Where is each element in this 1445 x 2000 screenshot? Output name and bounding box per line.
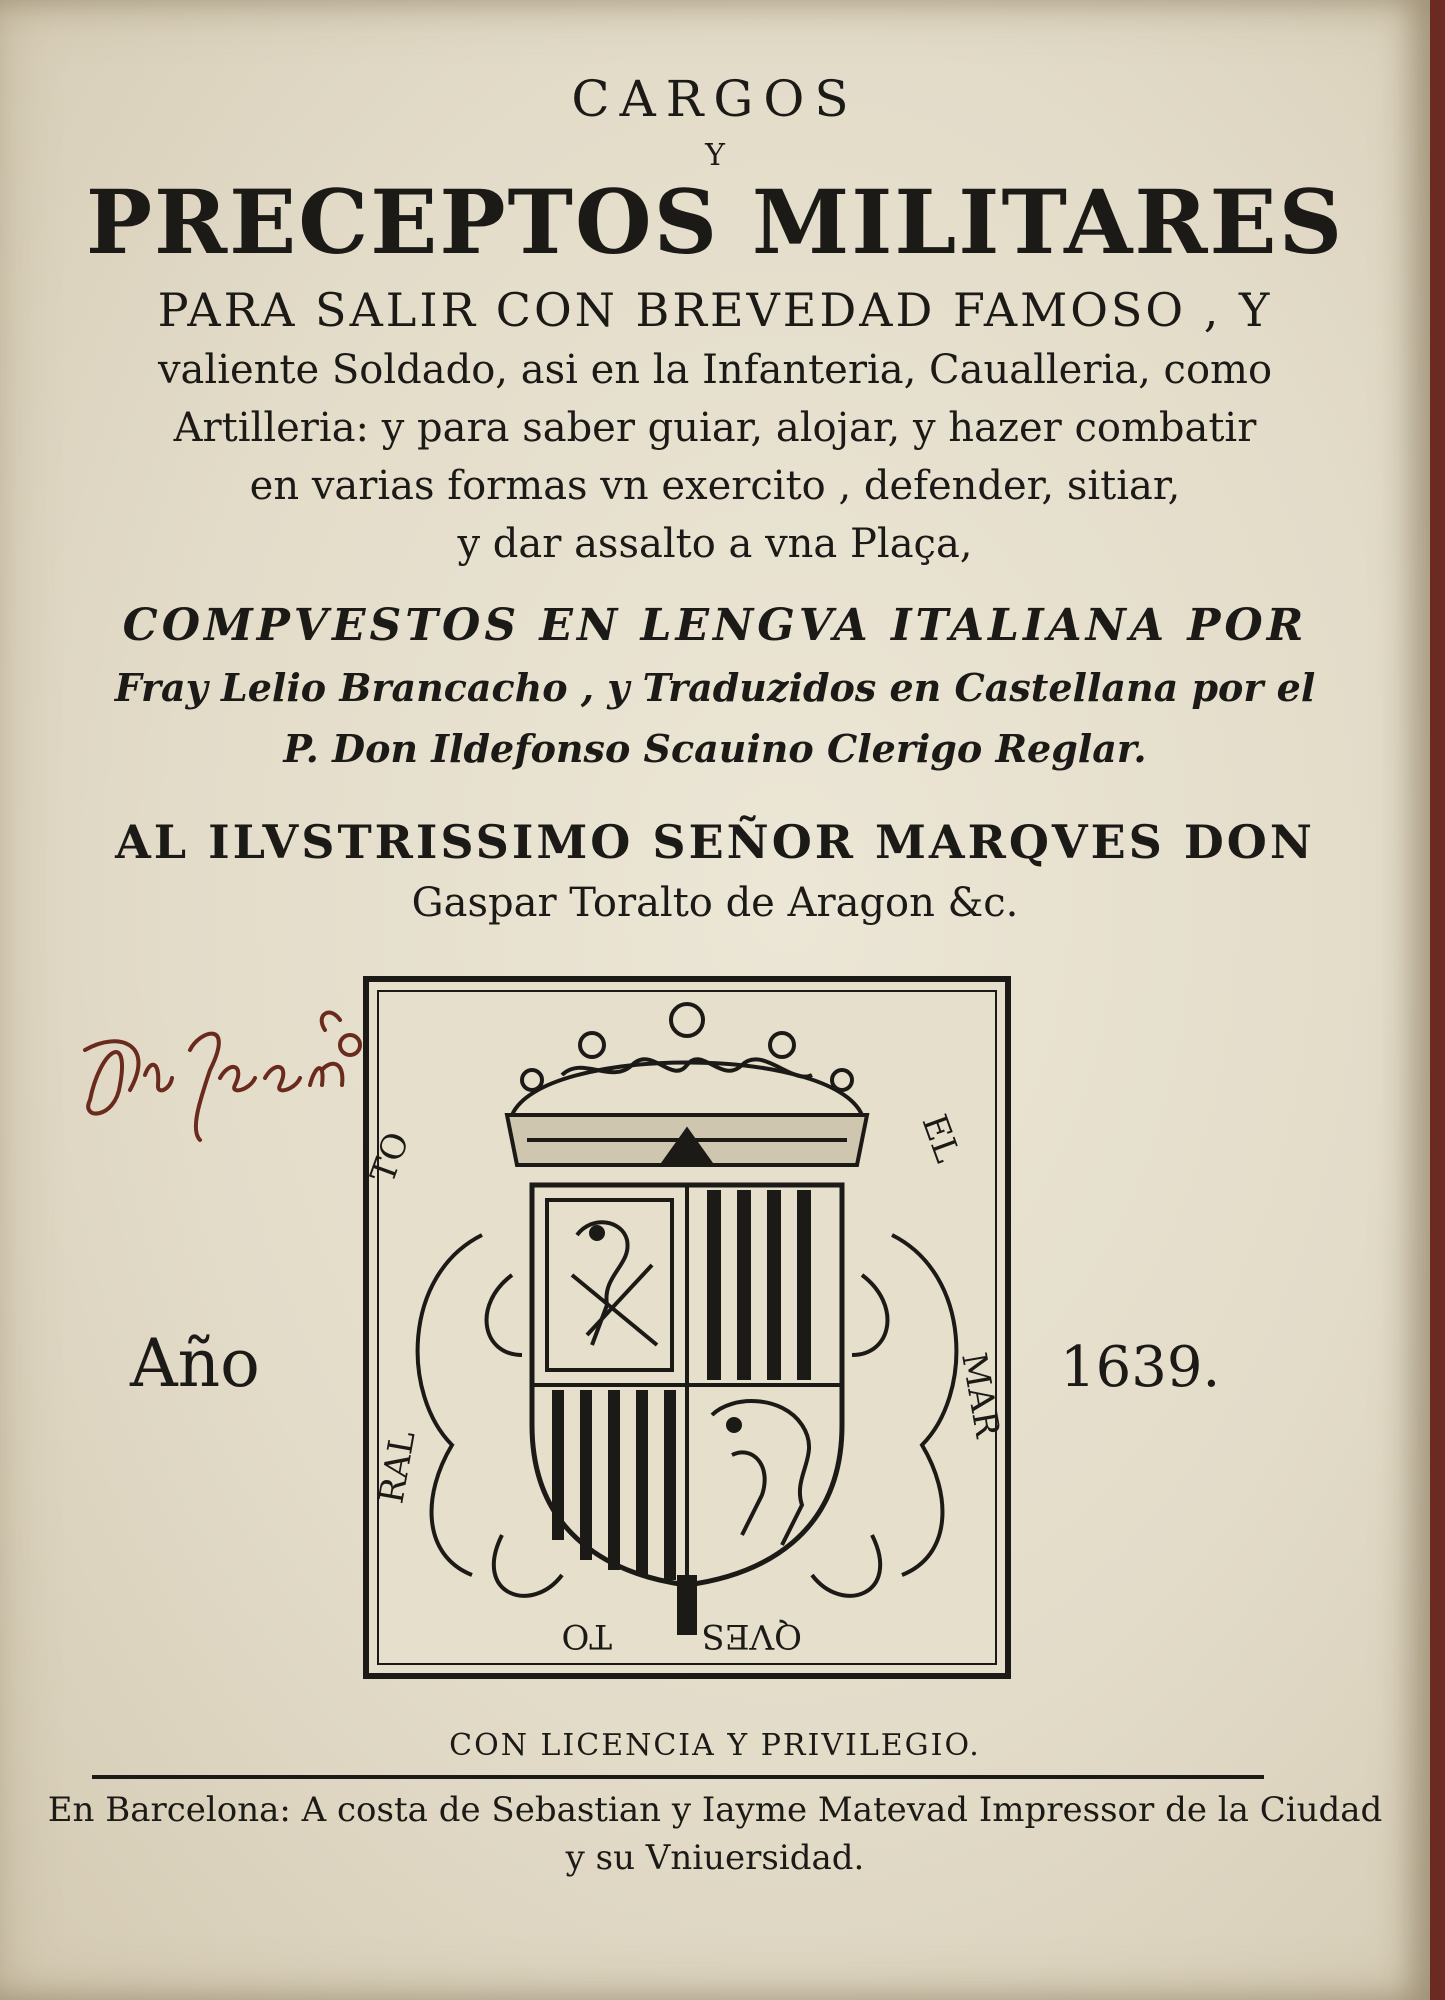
title-cargos: CARGOS — [571, 70, 859, 128]
composed-line-3: P. Don Ildefonso Scauino Clerigo Reglar. — [283, 726, 1147, 771]
emblem-text-right-top: EL — [913, 1109, 968, 1168]
coat-of-arms-emblem — [362, 975, 1012, 1680]
description-line-3: en varias formas vn exercito , defender, sitiar, — [249, 463, 1181, 509]
subtitle-line: PARA SALIR CON BREVEDAD FAMOSO , Y — [157, 283, 1273, 337]
main-title: PRECEPTOS MILITARES — [85, 170, 1345, 274]
dedication-line-1: AL ILVSTRISSIMO SEÑOR MARQVES DON — [115, 815, 1315, 869]
licence-line: CON LICENCIA Y PRIVILEGIO. — [449, 1728, 981, 1763]
emblem-text-left-top: TO — [362, 1126, 418, 1189]
description-line-2: Artilleria: y para saber guiar, alojar, y hazer combatir — [173, 405, 1257, 451]
emblem-text-bottom-right: QVES — [701, 1616, 802, 1656]
imprint-line-2: y su Vniuersidad. — [565, 1838, 865, 1878]
handwritten-signature — [60, 990, 380, 1170]
description-line-1: valiente Soldado, asi en la Infanteria, Caualleria, como — [157, 347, 1273, 393]
emblem-text-left-side: RAL — [371, 1427, 424, 1507]
title-conjunction: Y — [705, 138, 725, 173]
divider-rule — [92, 1775, 1264, 1779]
composed-line-1: COMPVESTOS EN LENGVA ITALIANA POR — [122, 600, 1308, 651]
composed-line-2: Fray Lelio Brancacho , y Traduzidos en Castellana por el — [114, 665, 1316, 710]
year-value: 1639. — [1060, 1335, 1221, 1400]
imprint-line-1: En Barcelona: A costa de Sebastian y Iayme Matevad Impressor de la Ciudad — [47, 1790, 1383, 1830]
description-line-4: y dar assalto a vna Plaça, — [457, 521, 973, 567]
year-label: Año — [130, 1325, 260, 1402]
emblem-text-bottom-left: TO — [561, 1616, 612, 1656]
dedication-line-2: Gaspar Toralto de Aragon &c. — [411, 880, 1019, 926]
emblem-text-right-side: MAR — [953, 1349, 1008, 1441]
